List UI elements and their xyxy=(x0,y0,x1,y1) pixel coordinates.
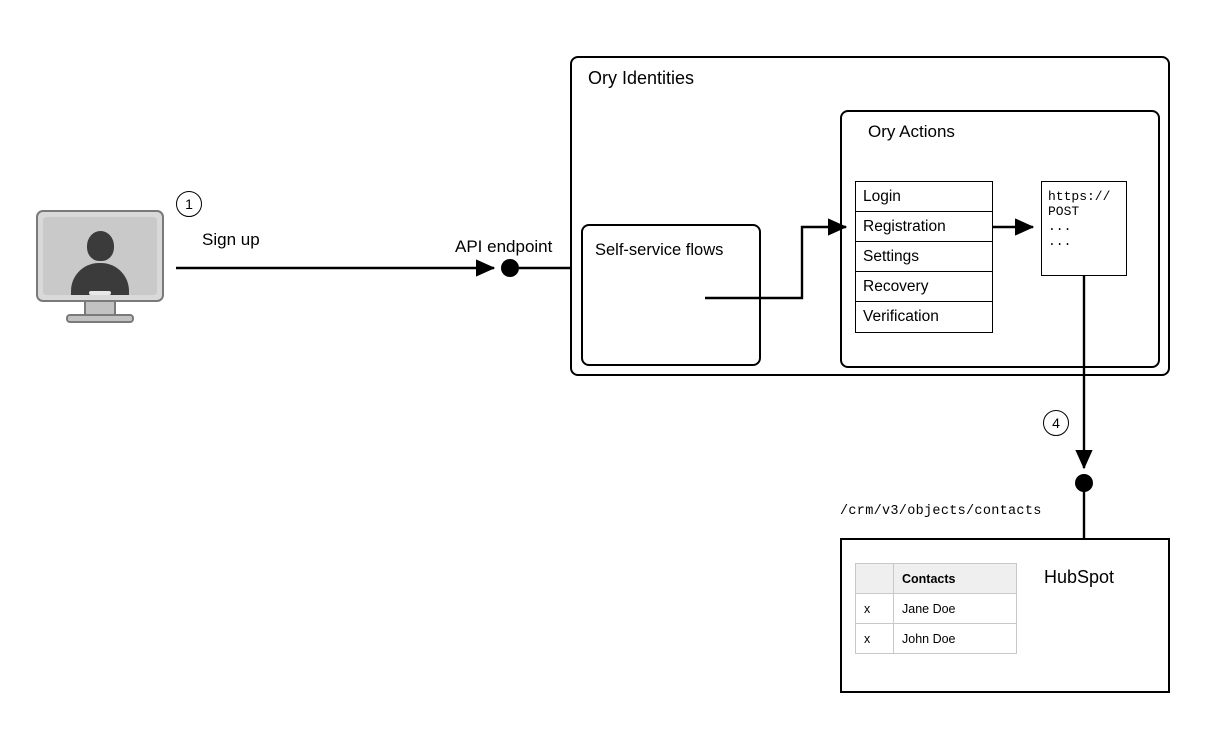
table-row xyxy=(856,594,1017,624)
table-row xyxy=(856,624,1017,654)
menu-item-settings[interactable]: Settings xyxy=(856,242,992,272)
menu-item-recovery[interactable]: Recovery xyxy=(856,272,992,302)
webhook-code-box xyxy=(1041,181,1127,276)
menu-item-login[interactable]: Login xyxy=(856,182,992,212)
code-line-url: https:// xyxy=(1048,189,1111,204)
hubspot-title: HubSpot xyxy=(1044,567,1115,587)
row-marker: x xyxy=(856,594,894,624)
row-contact-name: Jane Doe xyxy=(894,594,1017,624)
step-badge-4: 4 xyxy=(1043,410,1069,436)
label-sign-up: Sign up xyxy=(202,230,260,249)
ory-identities-title: Ory Identities xyxy=(588,68,695,88)
actions-menu xyxy=(855,181,993,333)
code-line-method: POST xyxy=(1048,204,1080,219)
user-monitor-icon xyxy=(36,210,164,302)
monitor-screen xyxy=(43,217,157,295)
label-api-endpoint: API endpoint xyxy=(455,237,553,256)
table-header-row xyxy=(856,564,1017,594)
ory-actions-title: Ory Actions xyxy=(868,122,955,141)
monitor-base xyxy=(66,314,134,323)
code-line-ellipsis-1: ... xyxy=(1048,219,1072,234)
avatar-head-icon xyxy=(87,231,114,261)
step-badge-1: 1 xyxy=(176,191,202,217)
monitor-notch xyxy=(89,291,111,295)
row-marker: x xyxy=(856,624,894,654)
code-line-ellipsis-2: ... xyxy=(1048,234,1072,249)
table-header-contacts: Contacts xyxy=(894,564,1017,594)
self-service-flows-label: Self-service flows xyxy=(595,241,724,259)
label-crm-path: /crm/v3/objects/contacts xyxy=(840,504,1042,519)
row-contact-name: John Doe xyxy=(894,624,1017,654)
table-header-blank xyxy=(856,564,894,594)
menu-item-verification[interactable]: Verification xyxy=(863,308,939,325)
contacts-table xyxy=(855,563,1017,654)
menu-item-registration[interactable]: Registration xyxy=(856,212,992,242)
